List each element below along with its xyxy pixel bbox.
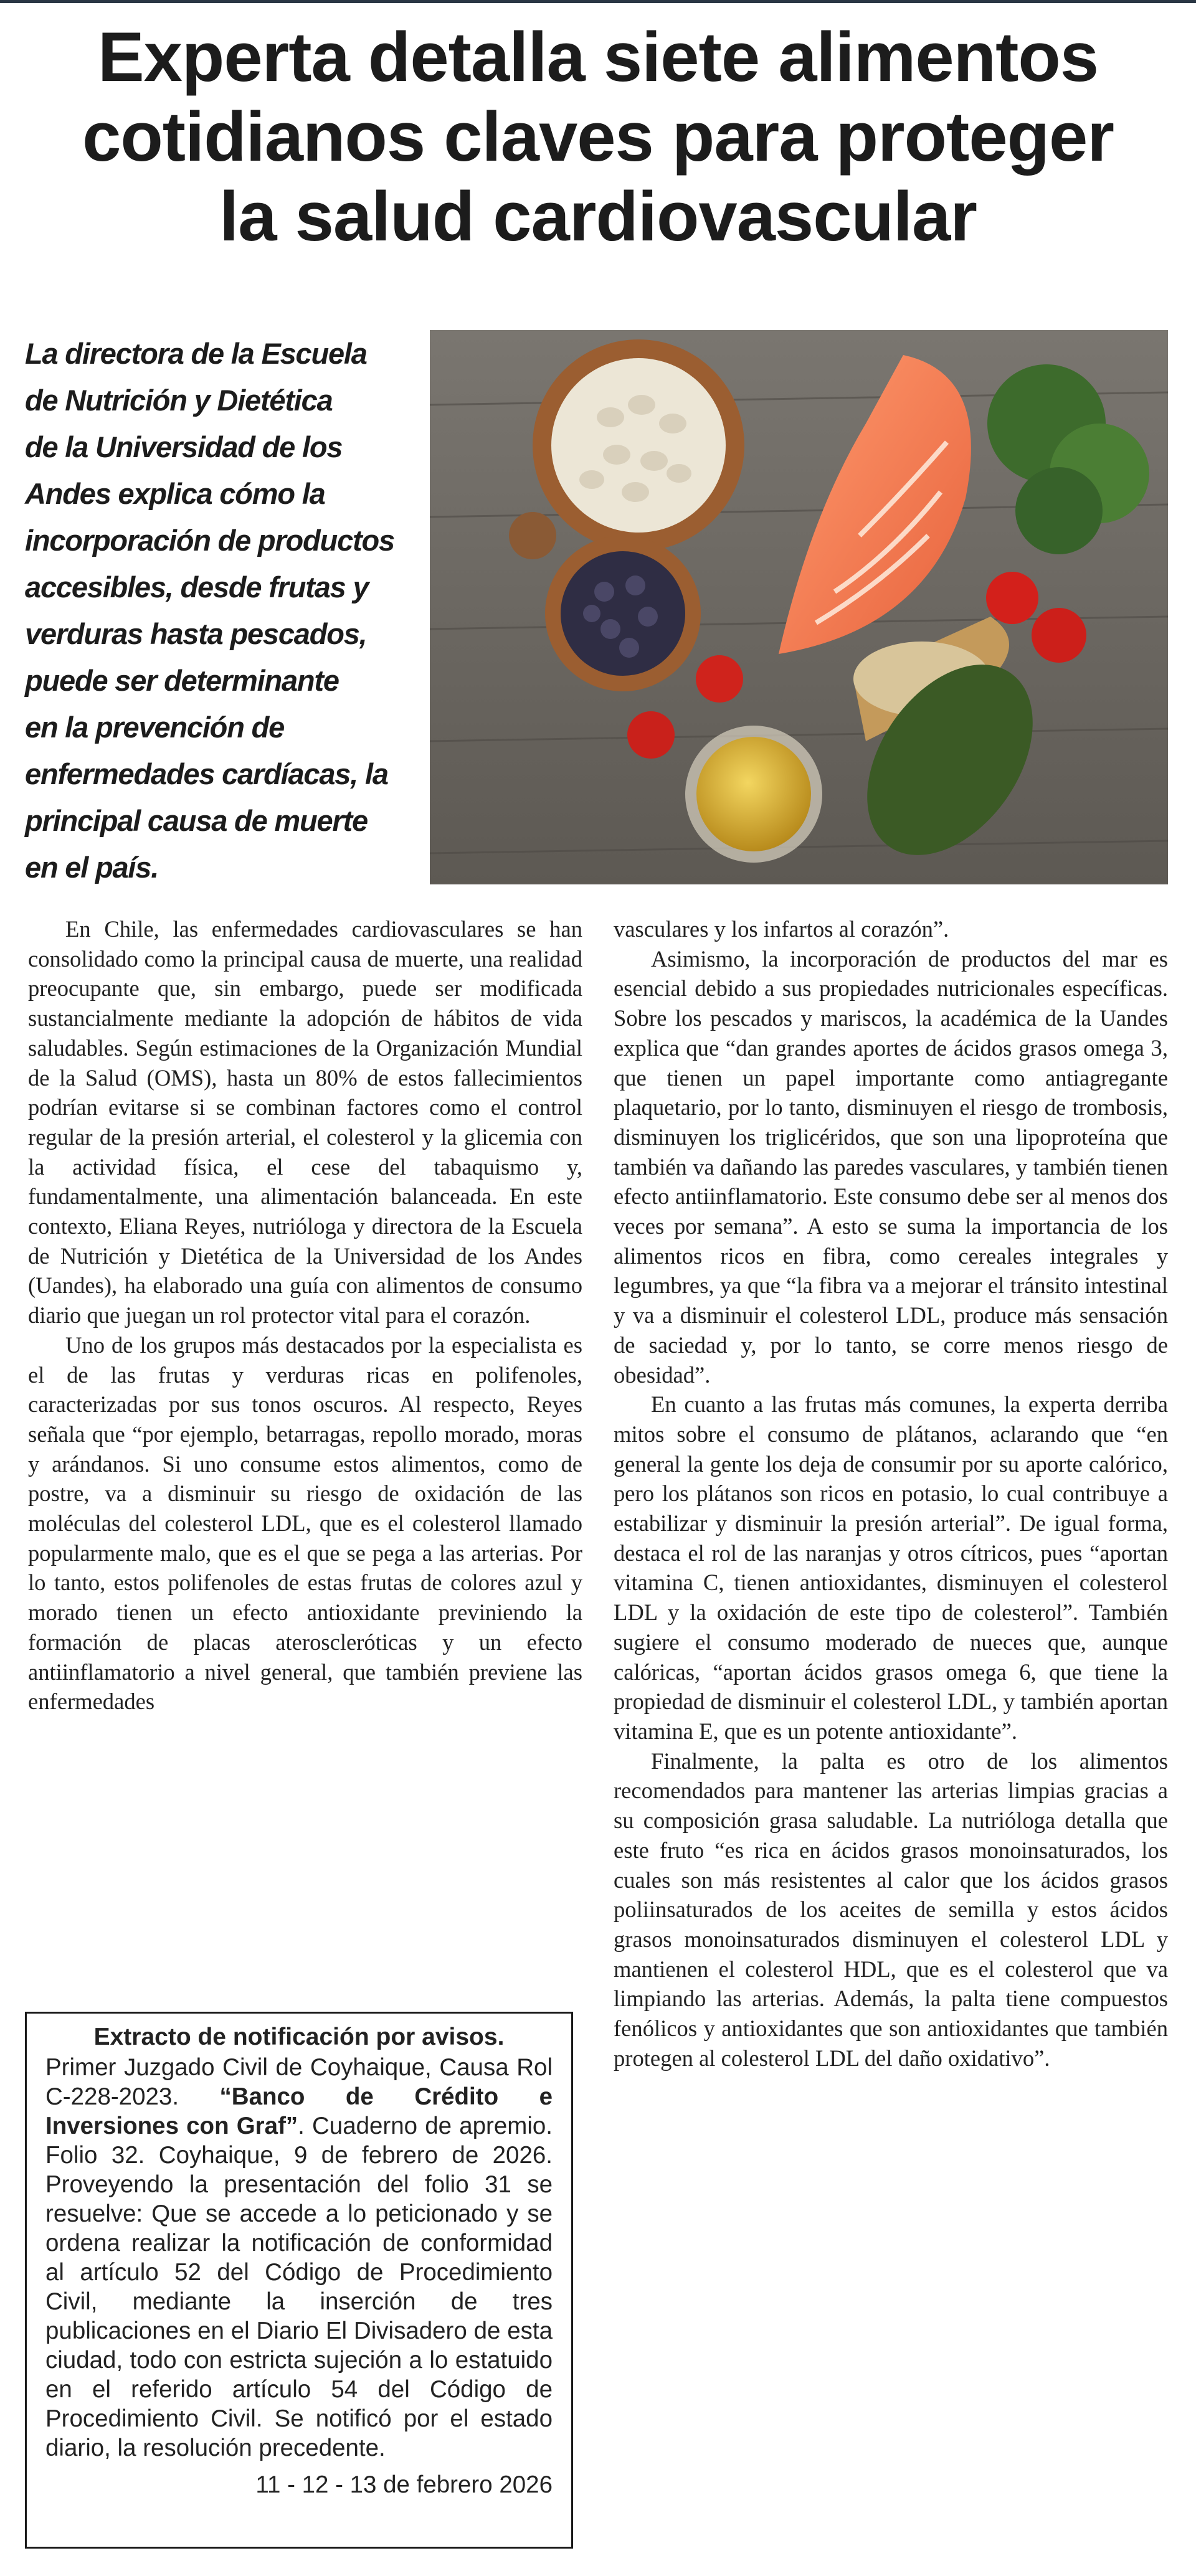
article-paragraph: Finalmente, la palta es otro de los alimentos recomendados para mantener las arterias limpias gracias a su composición grasa saludable. La nutrióloga detalla que este fruto “es rica en ácidos grasos monoinsaturados, los cuales son más resistentes al calor que los ácidos grasos poliinsaturados de los aceites de semilla y estos ácidos grasos monoinsaturados disminuyen el colesterol LDL y mantienen el colesterol HDL, que es el colesterol que va limpiando las arterias. Además, la palta tiene compuestos fenólicos y antioxidantes que son antioxidantes que también protegen al colesterol LDL del daño oxidativo”. xyxy=(614,1748,1168,2071)
notice-body xyxy=(45,2053,553,2463)
lede-line: de Nutrición y Dietética xyxy=(25,384,333,417)
top-rule xyxy=(0,0,1196,3)
lede-line: en el país. xyxy=(25,851,159,884)
lede-line: Andes explica cómo la xyxy=(25,477,325,510)
notice-text: . Cuaderno de apremio. Folio 32. Coyhaique, 9 de febrero de 2026. Proveyendo la presentación del folio 31 se resuelve: Que se accede a lo peticionado y se ordena realizar la notificación de conformidad al artículo 52 del Código de Procedimiento Civil, mediante la inserción de tres publicaciones en el Diario El Divisadero de esta ciudad, todo con estricta sujeción a lo estatuido en el referido artículo 54 del Código de Procedimiento Civil. Se notificó por el estado diario, la resolución precedente. xyxy=(45,2113,553,2461)
article-paragraph: Asimismo, la incorporación de productos del mar es esencial debido a sus propiedades nutricionales específicas. Sobre los pescados y mariscos, la académica de la Uandes explica que “dan grandes aportes de ácidos grasos omega 3, que tienen un papel importante como antiagregante plaquetario, por lo tanto, disminuyen el riesgo de trombosis, disminuyen los triglicéridos, que son una lipoproteína que también va dañando las paredes vasculares, y también tienen efecto antiinflamatorio. Este consumo debe ser al menos dos veces por semana”. A esto se suma la importancia de los alimentos ricos en fibra, como cereales integrales y legumbres, ya que “la fibra va a mejorar el tránsito intestinal y va a disminuir el colesterol LDL, produce más sensación de saciedad y, por lo tanto, se corre menos riesgo de obesidad”. xyxy=(614,945,1168,1388)
article-column-2 xyxy=(614,914,1168,2073)
article-paragraph: En Chile, las enfermedades cardiovasculares se han consolidado como la principal causa de muerte, una realidad preocupante que, sin embargo, puede ser modificada sustancialmente mediante la adopción de hábitos de vida saludables. Según estimaciones de la Organización Mundial de la Salud (OMS), hasta un 80% de estos fallecimientos podrían evitarse si se combinan factores como el control regular de la presión arterial, el colesterol y la glicemia con la actividad física, el cese del tabaquismo y, fundamentalmente, una alimentación balanceada. En este contexto, Eliana Reyes, nutrióloga y directora de la Escuela de Nutrición y Dietética de la Universidad de los Andes (Uandes), ha elaborado una guía con alimentos de consumo diario que juegan un rol protector vital para el corazón. xyxy=(28,916,582,1328)
lede-line: puede ser determinante xyxy=(25,664,339,697)
lede-line: accesibles, desde frutas y xyxy=(25,571,369,604)
article-paragraph: En cuanto a las frutas más comunes, la experta derriba mitos sobre el consumo de plátanos, aclarando que “en general la gente los deja de consumir por su aporte calórico, pero los plátanos son ricos en potasio, lo cual contribuye a estabilizar y disminuir la presión arterial”. De igual forma, destaca el rol de las naranjas y otros cítricos, pues “aportan vitamina C, tienen antioxidantes, disminuyen el colesterol LDL y la oxidación de este tipo de colesterol”. También sugiere el consumo moderado de nueces que, aunque calóricas, “aportan ácidos grasos omega 6, que tiene la propiedad de disminuir el colesterol LDL, y también aportan vitamina E, que es un potente antioxidante”. xyxy=(614,1391,1168,1744)
notice-text: Primer Juzgado Civil de Coyhaique, Causa Rol C-228-2023. xyxy=(45,2054,553,2110)
lede-line: incorporación de productos xyxy=(25,524,394,557)
headline xyxy=(25,17,1171,257)
notice-parties: “Banco de Crédito e Inversiones con Graf” xyxy=(45,2083,553,2139)
legal-notice-box xyxy=(25,2012,573,2549)
article-paragraph: Uno de los grupos más destacados por la especialista es el de las frutas y verduras ricas en polifenoles, caracterizadas por sus tonos oscuros. Al respecto, Reyes señala que “por ejemplo, betarragas, repollo morado, moras y arándanos. Si uno consume estos alimentos, como de postre, va a disminuir su riesgo de oxidación de las moléculas del colesterol LDL, que es el colesterol llamado popularmente malo, que es el que se pega a las arterias. Por lo tanto, estos polifenoles de estas frutas de colores azul y morado tienen un efecto antioxidante previniendo la formación de placas ateroscleróticas y un efecto antiinflamatorio a nivel general, que también previene las enfermedades xyxy=(28,1332,582,1715)
article-column-1 xyxy=(28,914,582,1717)
food-photo xyxy=(430,330,1168,884)
lede-line: principal causa de muerte xyxy=(25,804,368,837)
lede-line: en la prevención de xyxy=(25,711,285,744)
article-paragraph: vasculares y los infartos al corazón”. xyxy=(614,916,949,942)
lede-line: de la Universidad de los xyxy=(25,430,343,463)
lede xyxy=(25,330,424,891)
lede-line: verduras hasta pescados, xyxy=(25,617,367,650)
headline-line-2: cotidianos claves para proteger xyxy=(82,98,1114,176)
headline-line-1: Experta detalla siete alimentos xyxy=(97,18,1099,96)
lede-line: La directora de la Escuela xyxy=(25,337,367,370)
lede-line: enfermedades cardíacas, la xyxy=(25,757,388,790)
notice-dates: 11 - 12 - 13 de febrero 2026 xyxy=(255,2471,553,2498)
notice-title: Extracto de notificación por avisos. xyxy=(93,2024,505,2050)
headline-line-3: la salud cardiovascular xyxy=(219,178,977,255)
